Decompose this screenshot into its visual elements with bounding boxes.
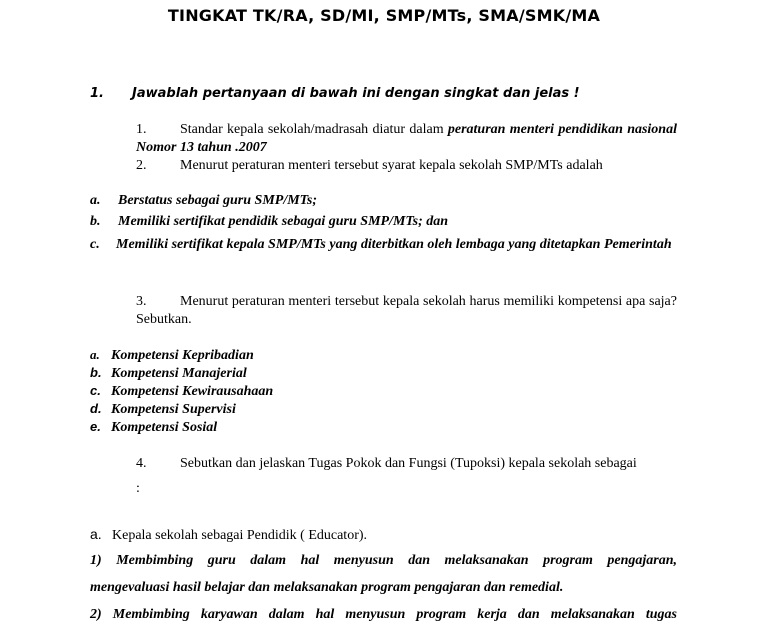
question-2 xyxy=(136,157,677,175)
educator-point-1-line-1: 1) Membimbing guru dalam hal menyusun dan melaksanakan program pengajaran, xyxy=(90,553,677,568)
competency-letter: a. xyxy=(90,347,100,362)
section-number: 1. xyxy=(90,86,104,101)
question-4 xyxy=(136,455,677,473)
competency-letter: e. xyxy=(90,419,101,434)
competency-text: Kompetensi Supervisi xyxy=(111,402,236,417)
competency-item xyxy=(90,383,273,400)
answer-letter: c. xyxy=(90,237,100,252)
educator-point-2 xyxy=(90,607,677,623)
answer-letter: a. xyxy=(90,193,101,208)
section-instruction: Jawablah pertanyaan di bawah ini dengan singkat dan jelas ! xyxy=(132,86,580,101)
competency-letter: b. xyxy=(90,365,102,380)
question-3 xyxy=(136,293,677,329)
competency-letter: c. xyxy=(90,383,101,398)
answer-item xyxy=(90,193,317,209)
question-3-number: 3. xyxy=(136,294,147,309)
question-4-text: Sebutkan dan jelaskan Tugas Pokok dan Fungsi (Tupoksi) kepala sekolah sebagai xyxy=(180,456,637,471)
educator-point-1-line-2: mengevaluasi hasil belajar dan melaksanakan program pengajaran dan remedial. xyxy=(90,580,564,595)
educator-point-1-cont xyxy=(90,580,677,596)
educator-heading-text: Kepala sekolah sebagai Pendidik ( Educator). xyxy=(112,528,368,543)
question-4-colon: : xyxy=(136,481,140,496)
page-title: TINGKAT TK/RA, SD/MI, SMP/MTs, SMA/SMK/MA xyxy=(167,6,601,25)
competency-item xyxy=(90,419,217,436)
educator-heading xyxy=(90,526,367,544)
educator-point-1 xyxy=(90,553,677,569)
competency-item xyxy=(90,365,247,382)
educator-point-2-line-1: 2) Membimbing karyawan dalam hal menyusun program kerja dan melaksanakan tugas xyxy=(90,607,677,622)
competency-item xyxy=(90,347,254,364)
question-3-text: Menurut peraturan menteri tersebut kepala sekolah harus memiliki kompetensi apa saja? Sebutkan. xyxy=(136,294,677,327)
question-2-text: Menurut peraturan menteri tersebut syarat kepala sekolah SMP/MTs adalah xyxy=(180,158,603,173)
answer-text: Memiliki sertifikat pendidik sebagai guru SMP/MTs; dan xyxy=(118,214,449,229)
competency-letter: d. xyxy=(90,401,102,416)
answer-text: Memiliki sertifikat kepala SMP/MTs yang diterbitkan oleh lembaga yang ditetapkan Pemerintah xyxy=(116,237,672,252)
answer-text: Berstatus sebagai guru SMP/MTs; xyxy=(118,193,318,208)
educator-letter: a. xyxy=(90,526,102,542)
question-1-number: 1. xyxy=(136,122,147,137)
answer-item xyxy=(90,234,677,255)
question-2-number: 2. xyxy=(136,158,147,173)
question-1-text: Standar kepala sekolah/madrasah diatur dalam xyxy=(180,122,448,137)
answer-item xyxy=(90,214,448,230)
question-4-number: 4. xyxy=(136,456,147,471)
question-1 xyxy=(136,121,677,157)
competency-text: Kompetensi Manajerial xyxy=(111,366,247,381)
question-1-emphasis: peraturan menteri pendidikan nasional Nomor 13 tahun .2007 xyxy=(136,122,677,155)
competency-item xyxy=(90,401,236,418)
competency-text: Kompetensi Kewirausahaan xyxy=(111,384,274,399)
competency-text: Kompetensi Kepribadian xyxy=(111,348,254,363)
answer-letter: b. xyxy=(90,214,101,229)
competency-text: Kompetensi Sosial xyxy=(111,420,218,435)
